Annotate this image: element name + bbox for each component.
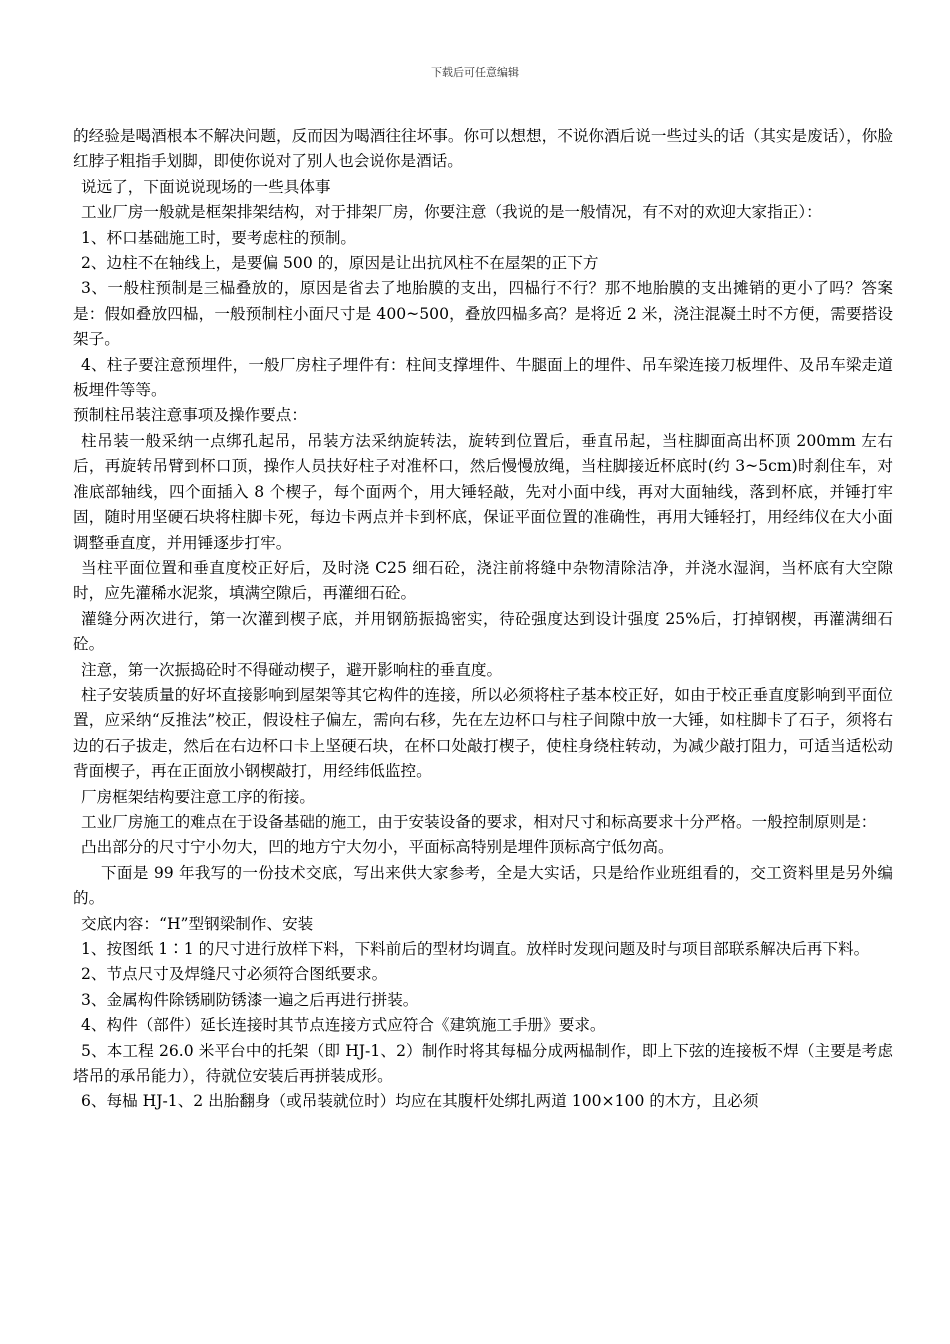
paragraph: 2、节点尺寸及焊缝尺寸必须符合图纸要求。 <box>81 965 388 984</box>
paragraph: 2、边柱不在轴线上，是要偏 500 的，原因是让出抗风柱不在屋架的正下方 <box>81 254 599 273</box>
paragraph: 1、按图纸 1∶1 的尺寸进行放样下料，下料前后的型材均调直。放样时发现问题及时与项目部联系解决后再下料。 <box>81 940 870 958</box>
paragraph: 柱吊装一般采纳一点绑孔起吊，吊装方法采纳旋转法，旋转到位置后，垂直吊起，当柱脚面高出杯顶 200mm 左右后，再旋转吊臂到杯口顶，操作人员扶好柱子对准杯口，然后慢慢放绳，当柱脚接近杯底时(约 3~5cm)时刹住车，对准底部轴线，四个面插入 8 个楔子，每个面两个，用大锤轻敲，先对小面中线，再对大面轴线，落到杯底，并锤打牢固，随时用坚硬石块将柱脚卡死，每边卡两点并卡到杯底，保证平面位置的准确性，再用大锤轻打，用经纬仪在大小面调整垂直度，并用锤逐步打牢。 <box>73 431 893 552</box>
paragraph: 预制柱吊装注意事项及操作要点： <box>73 406 307 425</box>
paragraph: 1、杯口基础施工时，要考虑柱的预制。 <box>81 228 357 247</box>
paragraph: 灌缝分两次进行，第一次灌到楔子底，并用钢筋振捣密实，待砼强度达到设计强度 25%后，打掉钢楔，再灌满细石砼。 <box>73 609 893 654</box>
paragraph: 4、柱子要注意预埋件，一般厂房柱子埋件有：柱间支撑埋件、牛腿面上的埋件、吊车梁连接刀板埋件、及吊车梁走道板埋件等等。 <box>73 355 893 400</box>
page-header: 下载后可任意编辑 <box>431 66 519 79</box>
document-body <box>73 124 893 1115</box>
paragraph: 厂房框架结构要注意工序的衔接。 <box>81 787 315 806</box>
paragraph: 的经验是喝酒根本不解决问题，反而因为喝酒往往坏事。你可以想想，不说你酒后说一些过头的话（其实是废话），你脸红脖子粗指手划脚，即使你说对了别人也会说你是酒话。 <box>73 127 893 171</box>
paragraph: 柱子安装质量的好坏直接影响到屋架等其它构件的连接，所以必须将柱子基本校正好，如由于校正垂直度影响到平面位置，应采纳“反推法”校正，假设柱子偏左，需向右移，先在左边杯口与柱子间隙中放一大锤，如柱脚卡了石子，须将右边的石子拔走，然后在右边杯口卡上坚硬石块，在杯口处敲打楔子，使柱身绕柱转动，为减少敲打阻力，可适当适松动背面楔子，再在正面放小钢楔敲打，用经纬低监控。 <box>73 685 893 781</box>
paragraph: 交底内容：“H”型钢梁制作、安装 <box>81 914 314 933</box>
paragraph: 5、本工程 26.0 米平台中的托架（即 HJ-1、2）制作时将其每榀分成两榀制作，即上下弦的连接板不焊（主要是考虑塔吊的承吊能力），待就位安装后再拼装成形。 <box>73 1041 893 1086</box>
paragraph: 3、金属构件除锈刷防锈漆一遍之后再进行拼装。 <box>81 990 419 1009</box>
paragraph: 工业厂房一般就是框架排架结构，对于排架厂房，你要注意（我说的是一般情况，有不对的欢迎大家指正）： <box>81 203 822 222</box>
paragraph: 凸出部分的尺寸宁小勿大，凹的地方宁大勿小，平面标高特别是埋件顶标高宁低勿高。 <box>81 838 674 857</box>
paragraph: 注意，第一次振捣砼时不得碰动楔子，避开影响柱的垂直度。 <box>81 660 503 679</box>
paragraph: 下面是 99 年我写的一份技术交底，写出来供大家参考，全是大实话，只是给作业班组看的，交工资料里是另外编的。 <box>73 863 893 908</box>
paragraph: 3、一般柱预制是三榀叠放的，原因是省去了地胎膜的支出，四榀行不行？那不地胎膜的支出摊销的更小了吗？答案是：假如叠放四榀，一般预制柱小面尺寸是 400~500，叠放四榀多高？是将近 2 米，浇注混凝土时不方便，需要搭设架子。 <box>73 279 893 349</box>
paragraph: 6、每榀 HJ-1、2 出胎翻身（或吊装就位时）均应在其腹杆处绑扎两道 100×100 的木方，且必须 <box>81 1092 759 1111</box>
paragraph: 说远了，下面说说现场的一些具体事 <box>81 177 331 196</box>
paragraph: 当柱平面位置和垂直度校正好后，及时浇 C25 细石砼，浇注前将缝中杂物清除洁净，并浇水湿润，当杯底有大空隙时，应先灌稀水泥浆，填满空隙后，再灌细石砼。 <box>73 558 893 603</box>
paragraph: 4、构件（部件）延长连接时其节点连接方式应符合《建筑施工手册》要求。 <box>81 1016 606 1035</box>
paragraph: 工业厂房施工的难点在于设备基础的施工，由于安装设备的要求，相对尺寸和标高要求十分严格。一般控制原则是： <box>81 812 877 831</box>
